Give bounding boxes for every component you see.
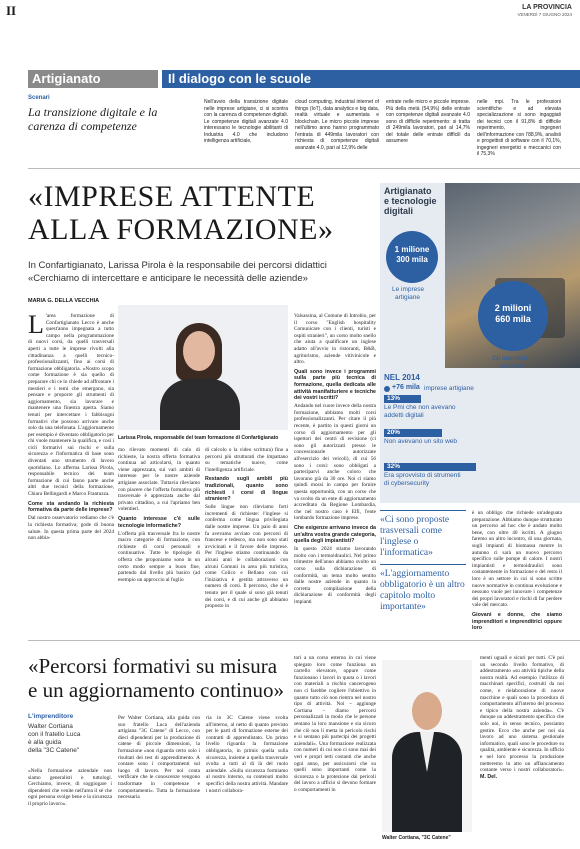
main-col-1 <box>28 310 114 543</box>
stat-imprese-value-b: 300 mila <box>396 255 428 264</box>
main-col-5-text: è un obbligo che richiede un'adeguata preparazione. Abbiamo dunque strutturato un percorso ad hoc che è andato molto bene, con oltre 40 iscritti. A giugno faremo un altro incontro, di una giornata, sugli impianti di biomassa mentre in autunno ci sarà un nuovo percorso specifico sulle pompe di calore. I nostri impiantisti e termoidraulici sono costantemente in formazione e del resto il loro è un settore in cui si sono scritte nuove normative in continua evoluzione e nessuno vuole per innovare i competenze dei propri lavoratori e rischi di far perdere vale del mercato. <box>472 510 562 609</box>
second-col-1: «Nella formazione aziendale non siamo generalisti e tuttologi. Cerchiamo, invece, di soggiogare i dipendenti che venite nell'area il sé che ogni persona svolge bene e la sicurezza il proprio lavoro». <box>28 768 112 807</box>
second-intro-4: della "3C Catene" <box>28 747 80 754</box>
bar-3-label-2: di cybersecurity <box>384 480 430 487</box>
main-col-4-answer-2: In questo 2024 stiamo lavorando molto con i termoidraulici. Nel primo trimestre dell'anno abbiamo svolto un corso sulla dichiarazione di conformità, un tema molto sentito dalle nostre aziende in quanto la corretta compilazione della dichiarazione di conformità degli impianti <box>294 546 376 605</box>
bar-3-label: Era sprovvisto di strumenti <box>384 472 461 479</box>
stat-imprese-label-a: Le imprese <box>392 286 425 293</box>
divider <box>28 168 580 169</box>
second-kicker: L'imprenditore <box>28 713 74 720</box>
infographic-title-2: e tecnologie <box>384 196 437 206</box>
second-intro-3: è alla guida <box>28 739 62 746</box>
scenari-kicker: Scenari <box>28 95 50 101</box>
portrait-body <box>160 379 240 430</box>
stat-operatori-label-b: coinvolti <box>500 363 524 370</box>
scenari-col-4: nelle mpi. Tra le professioni scientifiche e ad elevata specializzazione si sono ingaggiati dei tecnici con il 91,8% di difficile reperimento, ingegneri dell'informazione con l'88,9%, analisti e progettisti di software con il 70,1%, ingegneri energetici e meccanici con il 75,3% <box>477 99 561 157</box>
main-headline-line-2: ALLA FORMAZIONE» <box>28 213 334 246</box>
stat-circle-imprese <box>386 231 438 283</box>
main-col-3 <box>205 447 288 611</box>
bar-2: 20% <box>384 429 442 437</box>
bar-1-label-2: addetti digitali <box>384 412 424 419</box>
second-col-5 <box>480 655 564 780</box>
second-headline-line-1: «Percorsi formativi su misura <box>28 654 278 678</box>
main-col-2-answer: L'offerta più trasversale fra le nostre macro categorie di formazione, con richieste di corsi personali e continuative. Tutte le tipologie di offerta che proponiamo sono in un certo modo sempre a buon fine, partendo dal livello più basico (ad esempio un approccio al foglio <box>118 530 200 583</box>
section-title: Il dialogo con le scuole <box>168 71 312 86</box>
bar-3: 32% <box>384 463 476 471</box>
main-col-4 <box>294 313 376 607</box>
main-col-2-text: mo rilevato momenti di calo di richieste, la nostra offerta formativa continua ad articolarsi, in quanto viene apprezzata, sui vari ambiti di interesse per le nostre aziende artigiane associate. Tuttavia rileviamo con piacere che l'offerta formativa più trasversale è apprezzata anche dal privato cittadino, a cui l'apriamo ben volentieri. <box>118 447 200 513</box>
infographic-title-3: digitali <box>384 206 413 216</box>
growth-value: +76 mila <box>392 384 420 391</box>
newspaper-name: LA PROVINCIA <box>522 4 572 11</box>
second-col-4: tori a un corso esterno in cui viene spiegato loro come funziona un carrello elevatore, oppure come funzionano i lavori in quota o i lavori con materiali a rischio cancerogeno non ci farebbe cogliere l'obiettivo in quanto tutto ciò non rientra nel nostro tipo di attività. Noi – aggiunge Cortiana – diamo percorsi personalizzati in modo che le persone sentano la loro mansione e sia sicuro che ciò non li metta in pericolo rischi e si sentano più partecipi dei progetti aziendali». Una formazione realizzata con numeri di cui non ci sono mai dei veri e propri tetti costanti che anche ogni anno, per assicurarsi che su quelli sono importanti come la sicurezza o la protezione dai pericoli del lavoro a ufficio si devono formare o comportamenti in <box>294 655 376 793</box>
bar-2-label: Non avevano un sito web <box>384 438 457 445</box>
section-name: Artigianato <box>32 71 101 86</box>
divider-2 <box>28 640 580 641</box>
page-number: II <box>6 3 17 18</box>
stat-operatori-value-b: 660 mila <box>495 314 531 324</box>
bar-1: 13% <box>384 395 421 403</box>
byline: MARIA G. DELLA VECCHIA <box>28 298 100 304</box>
infographic-title-1: Artigianato <box>384 186 432 196</box>
scenari-col-2: cloud computing, industrial internet of things (IoT), data analytics e big data, realtà virtuale e aumentata e blockchain. Le micro piccole imprese nell'ultimo anno hanno programmato l'entrata di 449mila lavoratori con richiesta di competenze digitali avanzate 4.0, pari al 12,9% delle <box>295 99 379 151</box>
main-subhead-line-1: In Confartigianato, Larissa Pirola è la responsabile dei percorsi didattici <box>28 260 327 271</box>
second-col-2: Per Walter Cortiana, alla guida con suo fratello Luca dell'azienda artigiana "3C Catene" di Lecco, con dieci dipendenti per la produzione di catene di piccole dimensioni, la formazione «non riguarda certo solo i risultati dei test di apprendimento. A contare sono i comportamenti sul luogo di lavoro. Per noi conta verificare che le conoscenze vengono trasformate in competenze e comportamenti». Tutta la formazione necessaria <box>118 715 200 801</box>
portrait-face <box>183 331 215 371</box>
year-label: NEL 2014 <box>384 373 420 382</box>
second-col-3: ria in 3C Catene viene svolta all'interno, al netto di quanto previsto per le parti di formazione esterne dei contratti di apprendistato. Un primo livello riguarda la formazione obbligatoria, in primis quella sulla sicurezza, insieme a quella trasversale svolta a tutti al di là del ruolo aziendale. «Sulla sicurezza formiamo al nostro interno, su contenuti molto specifici della nostra attività. Mandare i nostri collabora- <box>206 715 288 794</box>
main-col-1-text: 'area formazione di Confartigianato Lecco è anche quest'anno impegnata a tutto campo nella programmazione di nuovi corsi, da quelli trasversali aperti a tutte le imprese rivolti alla cittadinanza a quelli tecnico-professionalizzanti, fino ai corsi di formazione obbligatoria. «Nostro scopo come formazione è sia quello di preparare chi ce lo chiede ad affrontare i mestieri e i temi che emergono, sia pensare e proporre gli strumenti di aggiornamento, sia lavorare e mantenere una finestra aperta. Siamo tenuti per intercettare i fabbisogni formativi che possono arrivare anche solo da una telefonata. L'aggiornamento per esempio è diventato obbligatorio per chi vuole mantenere la qualifica, e così i cicli formativi sui rischi e sulla sicurezza e l'informatica di base sono diventati uno strumento di lavoro quotidiano. Lo afferma Larissa Pirola, responsabile tecnico del team formazione di cui fanno parte anche altri due tecnici della formazione, Chiara Bellingardi e Marco Frantuzza. <box>28 313 114 498</box>
cortiana-head <box>412 692 442 730</box>
main-col-2-question: Quanto interesse c'è sulle tecnologie informatiche? <box>118 515 200 529</box>
pull-quote-1-rule <box>380 510 466 511</box>
main-col-3-question: Restando sugli ambiti più tradizionali, quanto sono richiesti i corsi di lingue straniere? <box>205 476 288 503</box>
stat-operatori-label-a: Gli operatori <box>492 355 528 362</box>
stat-circle-operatori <box>478 281 548 351</box>
scenari-col-1: Nell'avvio della transizione digitale nelle imprese artigiane, ci si scontra con la carenza di competenze digitali. Le competenze digitali avanzate 4.0 interessano le tecnologie abilitanti di Industria 4.0 che includono intelligenza artificiale, <box>204 99 288 144</box>
stat-operatori-value-a: 2 milioni <box>494 303 532 313</box>
stat-imprese-value-a: 1 milione <box>394 245 430 254</box>
second-col-5-signature: M. Del. <box>480 773 498 780</box>
infographic <box>380 183 580 503</box>
stat-imprese-label-b: artigiane <box>395 294 420 301</box>
main-headline-line-1: «IMPRESE ATTENTE <box>28 180 316 213</box>
second-intro-2: con il fratello Luca <box>28 731 81 738</box>
main-subhead-line-2: «Cerchiamo di intercettare e anticipare le necessità delle aziende» <box>28 273 308 284</box>
cortiana-caption: Walter Cortiana, "3C Catene" <box>382 835 451 841</box>
second-col-5-text: menti uguali e sicuri per tutti. C'è poi un secondo livello formativo, di addestramento «su attività tipiche della nostra realtà. Ad esempio l'utilizzo di macchinari specifici, costruiti da noi come, e rielaborazione di nuove macchine e quali sono la procedura di comportamento all'interno del processo e tipico della nostra azienda». C'è dunque un addestramento specifico che solo noi, in senso tecnico, possiamo gestire. Ecco che anche per noi sia lavoro ad uno sistema gestionale informatico, quali sono le procedure su qualità, ambiente e sicurezza. In ufficio e nel loro processo la produzione metteremo in atto un affiancamento costante verso i nostri collaboratori». <box>480 655 564 774</box>
cortiana-photo <box>382 660 472 832</box>
main-col-4-question-2: Che esigenze arrivano invece da un'altra vostra grande categoria, quella degli impiantisti? <box>294 524 376 545</box>
growth-dot <box>384 386 390 392</box>
pull-quote-2-rule <box>380 564 466 565</box>
portrait-photo <box>118 305 288 430</box>
main-col-2 <box>118 447 200 585</box>
main-col-4-answer: Andando nel cuore invece della nostra formazione, abbiamo molti corsi professionalizzanti. Per citare il più recente, è partito in questi giorni un corso di aggiornamento per gli ispettori dei centri di revisione (ci sono gli autorizzati presso le concessionarie autorizzate all'esercizio dei veicoli), di cui 56 sono i corsi: sono obbligati a parteciparvi anche coloro che lavorano già da 30 ore. Noi ci siamo quindi mossi in campo per fornire questa opportunità, con un corso che va svolto da un ente di aggiornamento accreditato da Regione Lombardia, che nel nostro caso è Elfi, l'ente lombardo formazione imprese. <box>294 403 376 522</box>
main-col-3-text: di calcolo o la video scrittura) fino a percorsi più strutturati che impattano su tematiche nuove, come l'intelligenza artificiale. <box>205 447 288 473</box>
bar-1-label: Le Pmi che non avevano <box>384 404 456 411</box>
second-intro-1: Walter Cortiana <box>28 723 73 730</box>
main-col-3-answer: Sulle lingue non rileviamo forti incrementi di richieste: l'inglese si conferma come lingua privilegiata dalle nostre imprese. Un paio di anni fa avevamo avviato con percorsi di francese e tedesco, ma non sono stati avvicinati e il favore delle imprese. Per l'inglese stiamo continuando da alcuni anni le collaborazioni con alcuni Comuni in area più turistica, come Colico e Bellano con cui l'iniziativa è gestita attraverso un numero di corsi. Il percorso, che si è tenuto per il quale si sono già tenuti dei corsi, e di cui anche gli abbiamo proposto in <box>205 504 288 610</box>
portrait-caption: Larissa Pirola, responsabile del team formazione di Confartigianato <box>118 435 279 441</box>
scenari-title: La transizione digitale e la carenza di competenze <box>28 105 158 133</box>
main-col-4-text: Valsassina, al Comune di Introbio, per il corso "English hospitality Comunicare con i clienti, turisti e ospiti stranieri", un corso molto snello che aiuta a qualificare un inglese adatto all'avvio in ristoranti, B&B, agriturismo, aziende vitivinicole e altro. <box>294 313 376 366</box>
issue-date: VENERDÌ 7 GIUGNO 2024 <box>517 12 572 17</box>
pull-quote-2: «L'aggiornamento obbligatorio è un altro capitolo molto importante» <box>380 569 465 612</box>
growth-label: imprese artigiane <box>424 384 474 392</box>
scenari-col-3: entrate nelle micro e piccole imprese. Più della metà (54,9%) delle entrate con competenze digitali avanzate 4.0 sono di difficile reperimento: si tratta di 249mila lavoratori, pari al 14,7% del totale delle entrate difficili da assumere <box>386 99 470 144</box>
main-col-4-question: Quali sono invece i programmi sulla parte più tecnica di formazione, quella dedicata alle attività manifatturiere e tecniche dei vostri iscritti? <box>294 368 376 402</box>
main-col-1-question: Come sta andando la richiesta formativa da parte delle imprese? <box>28 500 114 514</box>
main-col-5-question: Giovani e donne, che siamo imprenditori e imprenditrici oppure loro <box>472 611 562 632</box>
main-col-1-answer: Dal nostro osservatorio vediamo che c'è la richiesta formativa; gode di buona salute. In questa prima parte del 2024 non abbia- <box>28 515 114 542</box>
pull-quote-1: «Ci sono proposte trasversali come l'inglese o l'informatica» <box>380 515 450 558</box>
second-headline-line-2: e un aggiornamento continuo» <box>28 678 285 702</box>
main-col-5 <box>472 510 562 633</box>
dropcap: L <box>28 310 44 339</box>
